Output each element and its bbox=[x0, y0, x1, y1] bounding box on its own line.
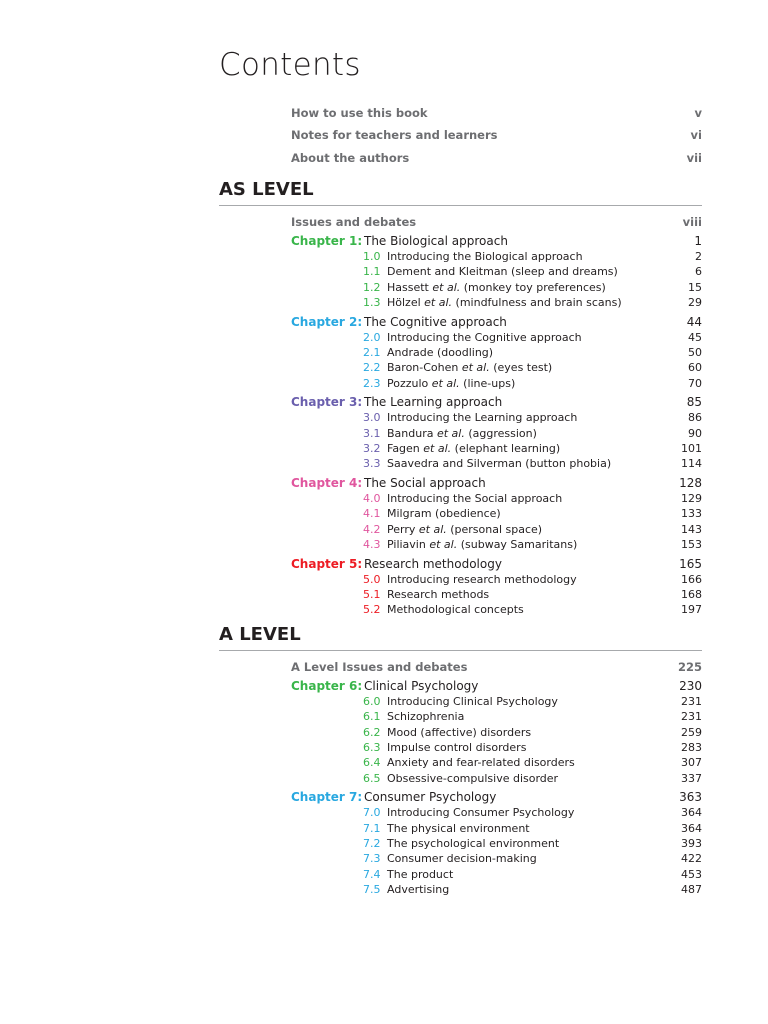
toc-section[interactable] bbox=[291, 882, 702, 898]
toc-section[interactable] bbox=[291, 867, 702, 883]
toc-section[interactable] bbox=[291, 602, 702, 618]
section-page: 15 bbox=[688, 280, 702, 294]
chapter-title: The Social approach bbox=[364, 476, 486, 491]
toc-section[interactable] bbox=[291, 725, 702, 741]
section-title: Advertising bbox=[387, 882, 450, 896]
section-page: 90 bbox=[688, 426, 702, 440]
section-number: 5.0 bbox=[363, 572, 381, 586]
section-page: 153 bbox=[681, 538, 702, 551]
chapter-title: Clinical Psychology bbox=[364, 679, 479, 693]
section-title: Introducing the Social approach bbox=[387, 492, 563, 506]
section-title: The product bbox=[387, 867, 454, 881]
chapter-title: The Cognitive approach bbox=[364, 314, 507, 329]
section-title: Research methods bbox=[387, 588, 490, 602]
as-level-heading: AS LEVEL bbox=[219, 178, 702, 206]
toc-section[interactable] bbox=[291, 376, 702, 392]
section-title: Consumer decision-making bbox=[387, 852, 537, 866]
section-number: 1.1 bbox=[363, 265, 381, 279]
section-title: Schizophrenia bbox=[387, 710, 465, 724]
toc-section[interactable] bbox=[291, 740, 702, 756]
section-page: 168 bbox=[681, 588, 702, 602]
toc-section[interactable] bbox=[291, 771, 702, 787]
section-title: Pozzulo et al. (line-ups) bbox=[387, 376, 516, 390]
chapter-label: Chapter 2: bbox=[291, 314, 363, 329]
toc-section[interactable] bbox=[291, 360, 702, 376]
section-page: 166 bbox=[681, 572, 702, 586]
section-title: Perry et al. (personal space) bbox=[387, 522, 543, 536]
section-number: 4.2 bbox=[363, 522, 381, 536]
toc-entry-page: v bbox=[694, 106, 702, 120]
section-title: Introducing Clinical Psychology bbox=[387, 695, 558, 708]
section-page: 197 bbox=[681, 603, 702, 617]
toc-section[interactable] bbox=[291, 709, 702, 725]
section-title: Andrade (doodling) bbox=[387, 346, 494, 359]
toc-entry-page: vi bbox=[690, 128, 702, 142]
toc-entry-page: viii bbox=[682, 215, 702, 229]
chapter-title: Research methodology bbox=[364, 556, 502, 571]
section-number: 3.2 bbox=[363, 442, 381, 455]
section-number: 6.1 bbox=[363, 710, 381, 724]
section-page: 60 bbox=[688, 361, 702, 375]
section-number: 7.3 bbox=[363, 852, 381, 866]
section-title: Bandura et al. (aggression) bbox=[387, 426, 537, 440]
section-title: Saavedra and Silverman (button phobia) bbox=[387, 457, 612, 471]
toc-section[interactable] bbox=[291, 330, 702, 346]
section-number: 6.2 bbox=[363, 725, 381, 739]
toc-section[interactable] bbox=[291, 805, 702, 821]
chapter-page: 85 bbox=[686, 395, 702, 410]
section-page: 393 bbox=[681, 836, 702, 850]
section-title-emphasis: et al. bbox=[461, 361, 490, 375]
section-title-emphasis: et al. bbox=[429, 538, 458, 551]
toc-section[interactable] bbox=[291, 537, 702, 553]
section-page: 337 bbox=[681, 771, 702, 785]
section-page: 50 bbox=[688, 346, 702, 359]
section-title: Obsessive-compulsive disorder bbox=[387, 771, 559, 785]
toc-chapter[interactable] bbox=[291, 314, 702, 330]
section-title: Anxiety and fear-related disorders bbox=[387, 756, 575, 770]
toc-section[interactable] bbox=[291, 755, 702, 771]
toc-chapter[interactable] bbox=[291, 233, 702, 249]
section-page: 283 bbox=[681, 740, 702, 754]
section-number: 6.4 bbox=[363, 756, 381, 770]
section-title: Baron-Cohen et al. (eyes test) bbox=[387, 361, 553, 375]
toc-section[interactable] bbox=[291, 441, 702, 457]
toc-section[interactable] bbox=[291, 280, 702, 296]
toc-entry-issues[interactable] bbox=[291, 659, 702, 675]
section-title: Mood (affective) disorders bbox=[387, 725, 532, 739]
section-title: Fagen et al. (elephant learning) bbox=[387, 442, 561, 455]
section-page: 6 bbox=[695, 265, 702, 279]
page-title: Contents bbox=[219, 47, 361, 83]
section-page: 70 bbox=[688, 376, 702, 390]
toc-entry-issues[interactable] bbox=[291, 214, 702, 230]
section-title: Hassett et al. (monkey toy preferences) bbox=[387, 280, 606, 294]
chapter-label: Chapter 6: bbox=[291, 679, 363, 693]
chapter-page: 1 bbox=[694, 234, 702, 248]
section-number: 6.5 bbox=[363, 771, 381, 785]
section-page: 45 bbox=[688, 330, 702, 344]
toc-section[interactable] bbox=[291, 456, 702, 472]
section-number: 1.3 bbox=[363, 295, 381, 309]
section-number: 3.0 bbox=[363, 411, 381, 425]
chapter-label: Chapter 1: bbox=[291, 234, 363, 248]
section-number: 2.2 bbox=[363, 361, 381, 375]
section-number: 2.1 bbox=[363, 346, 381, 359]
toc-entry-label: Issues and debates bbox=[291, 215, 417, 229]
section-number: 2.3 bbox=[363, 376, 381, 390]
toc-chapter[interactable] bbox=[291, 678, 702, 694]
chapter-title: The Learning approach bbox=[364, 395, 503, 410]
section-title: Milgram (obedience) bbox=[387, 507, 501, 521]
section-page: 129 bbox=[681, 492, 702, 506]
toc-section[interactable] bbox=[291, 587, 702, 603]
toc-entry[interactable] bbox=[291, 105, 702, 121]
section-page: 231 bbox=[681, 695, 702, 708]
toc-chapter[interactable] bbox=[291, 556, 702, 572]
section-number: 6.0 bbox=[363, 695, 381, 708]
section-number: 1.2 bbox=[363, 280, 381, 294]
toc-section[interactable] bbox=[291, 836, 702, 852]
toc-section[interactable] bbox=[291, 522, 702, 538]
section-title: Dement and Kleitman (sleep and dreams) bbox=[387, 265, 618, 279]
section-number: 4.3 bbox=[363, 538, 381, 551]
section-page: 86 bbox=[688, 411, 702, 425]
section-title: Introducing the Cognitive approach bbox=[387, 330, 582, 344]
section-title: Methodological concepts bbox=[387, 603, 524, 617]
section-title: Introducing research methodology bbox=[387, 572, 577, 586]
toc-section[interactable] bbox=[291, 694, 702, 710]
toc-entry[interactable] bbox=[291, 150, 702, 166]
chapter-page: 165 bbox=[679, 556, 702, 571]
toc-entry-label: Notes for teachers and learners bbox=[291, 128, 498, 142]
section-title: Impulse control disorders bbox=[387, 740, 527, 754]
chapter-label: Chapter 4: bbox=[291, 476, 363, 491]
section-page: 114 bbox=[681, 457, 702, 471]
toc-chapter[interactable] bbox=[291, 394, 702, 410]
a-level-heading: A LEVEL bbox=[219, 623, 702, 651]
toc-entry-label: How to use this book bbox=[291, 106, 428, 120]
section-title-emphasis: et al. bbox=[436, 426, 465, 440]
toc-section[interactable] bbox=[291, 345, 702, 361]
section-number: 7.5 bbox=[363, 882, 381, 896]
section-number: 3.1 bbox=[363, 426, 381, 440]
chapter-page: 128 bbox=[679, 476, 702, 491]
toc-section[interactable] bbox=[291, 264, 702, 280]
section-page: 259 bbox=[681, 725, 702, 739]
section-number: 7.1 bbox=[363, 821, 381, 835]
section-page: 487 bbox=[681, 882, 702, 896]
toc-chapter[interactable] bbox=[291, 789, 702, 805]
chapter-page: 363 bbox=[679, 790, 702, 805]
section-title-emphasis: et al. bbox=[431, 376, 460, 390]
toc-section[interactable] bbox=[291, 491, 702, 507]
section-number: 1.0 bbox=[363, 250, 381, 263]
section-page: 101 bbox=[681, 442, 702, 455]
section-title-emphasis: et al. bbox=[424, 295, 453, 309]
toc-section[interactable] bbox=[291, 506, 702, 522]
toc-section[interactable] bbox=[291, 821, 702, 837]
section-number: 5.2 bbox=[363, 603, 381, 617]
chapter-title: The Biological approach bbox=[364, 234, 508, 248]
chapter-title: Consumer Psychology bbox=[364, 790, 497, 805]
section-number: 6.3 bbox=[363, 740, 381, 754]
section-page: 364 bbox=[681, 821, 702, 835]
toc-section[interactable] bbox=[291, 410, 702, 426]
section-title-emphasis: et al. bbox=[418, 522, 447, 536]
toc-section[interactable] bbox=[291, 851, 702, 867]
section-number: 3.3 bbox=[363, 457, 381, 471]
section-number: 4.0 bbox=[363, 492, 381, 506]
section-title: Introducing the Biological approach bbox=[387, 250, 583, 263]
chapter-label: Chapter 7: bbox=[291, 790, 363, 805]
toc-section[interactable] bbox=[291, 249, 702, 265]
section-title: The physical environment bbox=[387, 821, 530, 835]
section-page: 453 bbox=[681, 867, 702, 881]
section-page: 133 bbox=[681, 507, 702, 521]
section-page: 307 bbox=[681, 756, 702, 770]
toc-entry-page: 225 bbox=[677, 660, 702, 674]
chapter-page: 230 bbox=[679, 679, 702, 693]
section-title: Hölzel et al. (mindfulness and brain scans) bbox=[387, 295, 622, 309]
section-title-emphasis: et al. bbox=[423, 442, 452, 455]
section-number: 7.0 bbox=[363, 806, 381, 820]
section-number: 5.1 bbox=[363, 588, 381, 602]
section-page: 422 bbox=[681, 852, 702, 866]
section-title: Piliavin et al. (subway Samaritans) bbox=[387, 538, 578, 551]
toc-entry[interactable] bbox=[291, 127, 702, 143]
toc-entry-page: vii bbox=[686, 151, 702, 165]
section-number: 7.4 bbox=[363, 867, 381, 881]
section-page: 143 bbox=[681, 522, 702, 536]
section-number: 2.0 bbox=[363, 330, 381, 344]
toc-entry-label: A Level Issues and debates bbox=[291, 660, 468, 674]
section-title: Introducing Consumer Psychology bbox=[387, 806, 575, 820]
section-number: 4.1 bbox=[363, 507, 381, 521]
chapter-label: Chapter 3: bbox=[291, 395, 363, 410]
toc-chapter[interactable] bbox=[291, 475, 702, 491]
section-number: 7.2 bbox=[363, 836, 381, 850]
section-title-emphasis: et al. bbox=[432, 280, 461, 294]
section-title: The psychological environment bbox=[387, 836, 560, 850]
section-page: 231 bbox=[681, 710, 702, 724]
toc-entry-label: About the authors bbox=[291, 151, 410, 165]
section-page: 2 bbox=[695, 250, 702, 263]
toc-section[interactable] bbox=[291, 295, 702, 311]
toc-section[interactable] bbox=[291, 572, 702, 588]
chapter-page: 44 bbox=[686, 314, 702, 329]
section-page: 29 bbox=[688, 295, 702, 309]
toc-section[interactable] bbox=[291, 426, 702, 442]
section-page: 364 bbox=[681, 806, 702, 820]
section-title: Introducing the Learning approach bbox=[387, 411, 578, 425]
chapter-label: Chapter 5: bbox=[291, 556, 363, 571]
